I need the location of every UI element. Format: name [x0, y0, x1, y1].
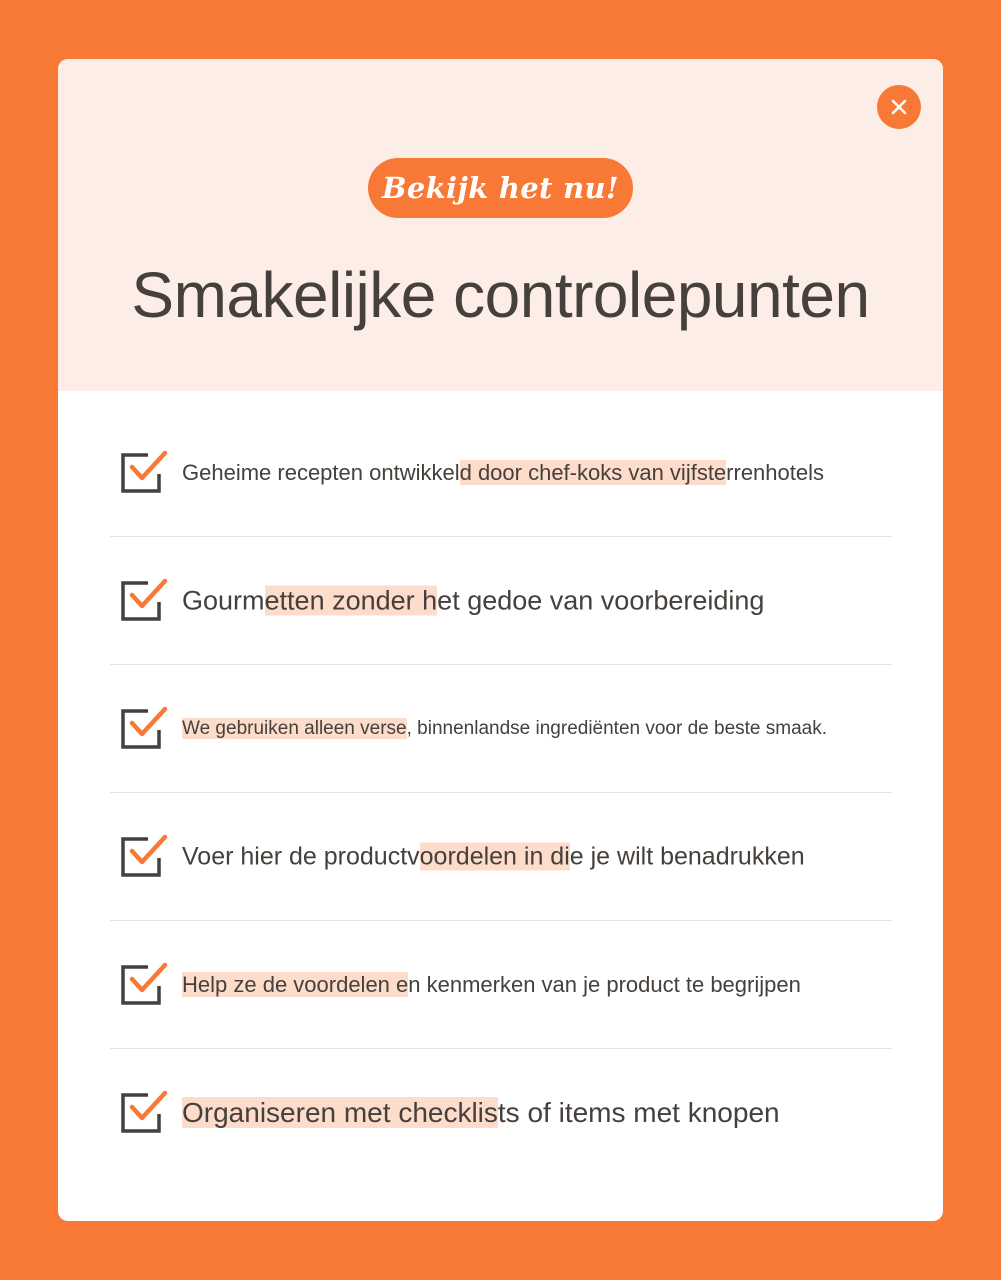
list-item	[110, 665, 892, 793]
highlighted-text: etten zonder h	[264, 585, 438, 616]
text-segment: e je wilt benadrukken	[569, 842, 805, 871]
modal-dialog	[58, 59, 943, 1221]
list-item	[110, 409, 892, 537]
list-item-text	[182, 843, 805, 872]
highlighted-text: Help ze de voordelen e	[182, 972, 409, 997]
checkbox-checked-icon	[120, 450, 168, 494]
list-item	[110, 537, 892, 665]
checkbox-checked-icon	[120, 1090, 168, 1134]
page-title: Smakelijke controlepunten	[131, 259, 870, 331]
text-segment: ts of items met knopen	[497, 1097, 780, 1128]
text-segment: Gourm	[182, 585, 265, 616]
checkbox-checked-icon	[120, 834, 168, 878]
list-item-text	[182, 718, 827, 740]
highlighted-text: d door chef-koks van vijfste	[459, 460, 727, 485]
cta-button[interactable]: Bekijk het nu!	[368, 158, 633, 218]
text-segment: , binnenlandse ingrediënten voor de beste smaak.	[406, 718, 828, 739]
list-item	[110, 921, 892, 1049]
list-item	[110, 793, 892, 921]
checkbox-checked-icon	[120, 962, 168, 1006]
highlighted-text: Organiseren met checklis	[182, 1097, 498, 1128]
highlighted-text: oordelen in di	[419, 842, 570, 871]
checkbox-checked-icon	[120, 706, 168, 750]
highlighted-text: We gebruiken alleen verse	[182, 718, 407, 739]
text-segment: et gedoe van voorbereiding	[437, 585, 765, 616]
text-segment: rrenhotels	[726, 460, 825, 485]
text-segment: Voer hier de productv	[182, 842, 420, 871]
close-button[interactable]	[877, 85, 921, 129]
list-item-text	[182, 1097, 780, 1129]
text-segment: Geheime recepten ontwikkel	[182, 460, 460, 485]
checkbox-checked-icon	[120, 578, 168, 622]
list-item-text	[182, 460, 824, 486]
list-item	[110, 1049, 892, 1177]
list-item-text	[182, 972, 801, 998]
checklist	[110, 409, 892, 1177]
close-icon	[890, 98, 908, 116]
text-segment: n kenmerken van je product te begrijpen	[408, 972, 801, 997]
modal-header	[58, 59, 943, 391]
list-item-text	[182, 586, 764, 617]
